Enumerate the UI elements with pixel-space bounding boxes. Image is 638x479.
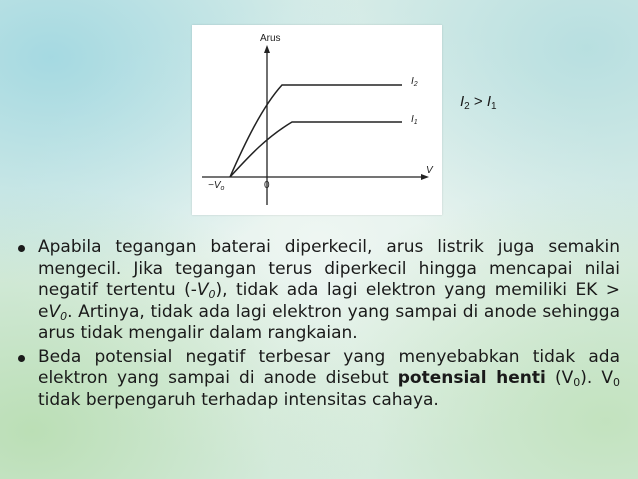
curve-i1	[230, 122, 402, 177]
curve-i2-label: $I_2$	[411, 76, 418, 88]
relation-operator: >	[469, 93, 487, 110]
bullet-sub: 0	[208, 288, 216, 301]
bullet-sub: 0	[60, 309, 68, 323]
relation-right-sub: 1	[491, 101, 497, 112]
stop-voltage-label: $-V_o$	[208, 180, 225, 192]
bullet-item-stopping-potential	[18, 347, 620, 412]
bullet-sub: 0	[573, 376, 581, 389]
bullet-bold-term: potensial henti	[397, 368, 546, 388]
bullet-text: . Artinya, tidak ada lagi elektron yang sampai di anode sehingga arus tidak mengalir dalam rangkaian.	[38, 301, 620, 343]
bullet-text: ). V	[580, 368, 613, 388]
bullet-text: tidak berpengaruh terhadap intensitas cahaya.	[38, 389, 439, 410]
bullet-text: Apabila tegangan baterai diperkecil, arus listrik juga semakin mengecil. Jika tegangan terus diperkecil hingga mencapai nilai negatif tertentu (-	[38, 237, 620, 300]
y-axis-label: Arus	[260, 33, 281, 44]
bullet-list	[18, 237, 620, 413]
bullet-italic: V	[48, 301, 61, 322]
relation-left: I	[460, 93, 465, 110]
bullet-item-stop-current	[18, 237, 620, 345]
bullet-text: ), tidak ada lagi elektron yang memiliki EK > e	[38, 280, 620, 322]
bullet-text: (V	[545, 368, 574, 388]
relation-left-sub: 2	[464, 101, 470, 112]
current-relation	[460, 93, 497, 112]
bullet-sub: 0	[613, 376, 620, 389]
curve-i2	[230, 85, 402, 177]
curve-i1-label: $I_1$	[411, 114, 418, 126]
photoelectric-graph	[192, 25, 442, 215]
x-axis-label: V	[426, 165, 433, 176]
y-axis-arrow	[264, 45, 270, 53]
bullet-text: Beda potensial negatif terbesar yang menyebabkan tidak ada elektron yang sampai di anode disebut	[38, 346, 620, 388]
relation-right: I	[486, 93, 492, 110]
bullet-italic: V	[196, 280, 209, 300]
origin-label: 0	[264, 180, 270, 191]
graph-svg	[192, 25, 442, 215]
